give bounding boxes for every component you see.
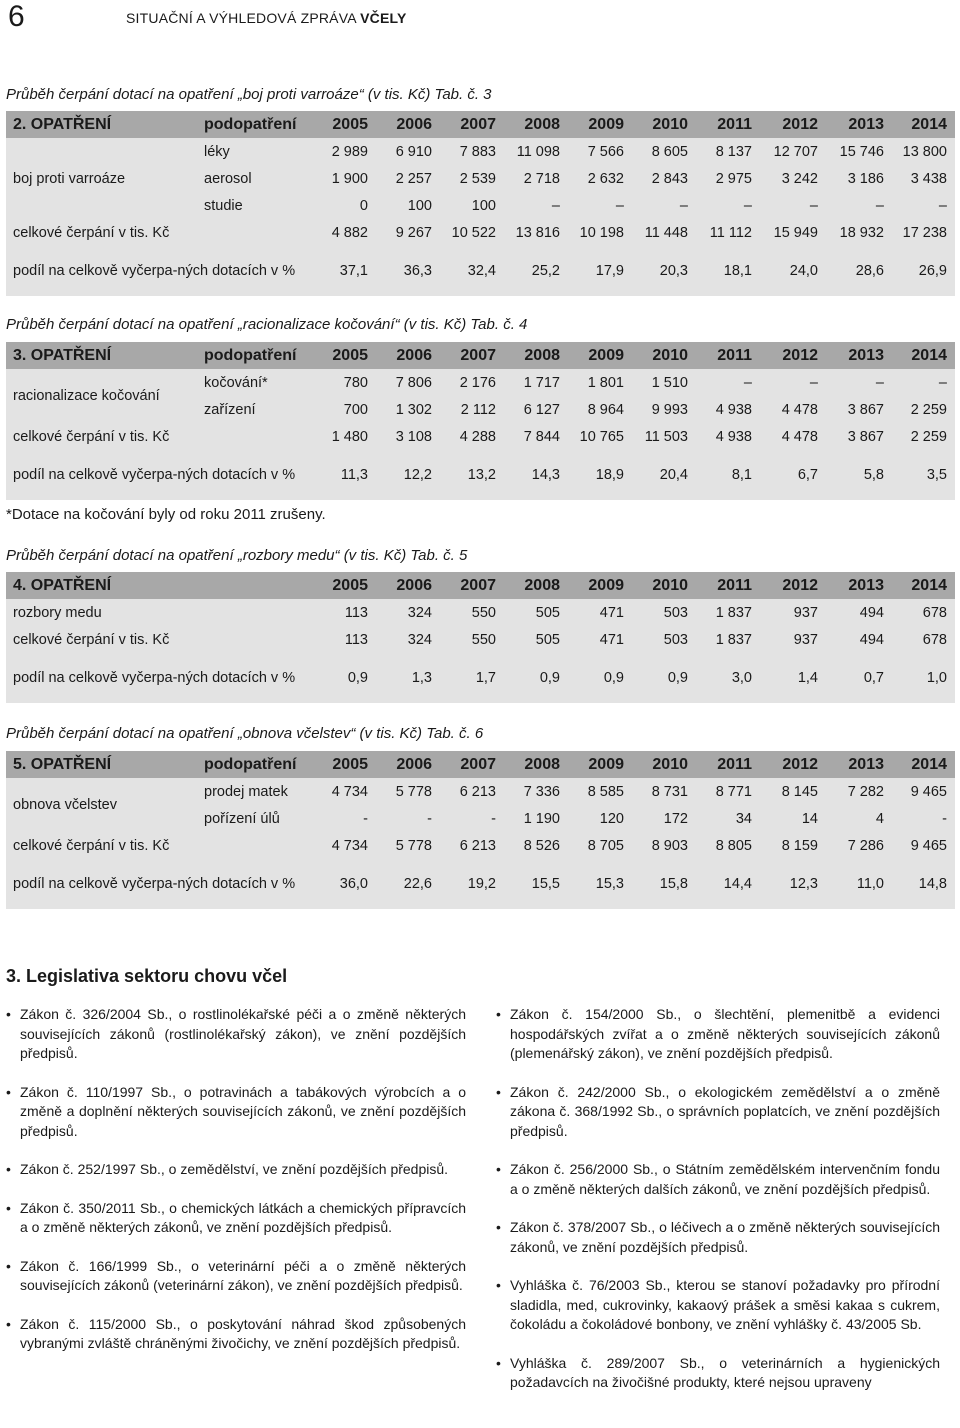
value-cell: 2 259 [892,423,955,450]
header-cell: 2005 [308,342,376,369]
value-cell: 9 465 [892,832,955,859]
value-cell: 8 526 [504,832,568,859]
value-cell: 4 734 [308,778,376,805]
header-cell: 2014 [892,572,955,599]
header-cell: 2012 [760,111,826,138]
value-cell: - [892,805,955,832]
value-cell: 22,6 [376,859,440,909]
header-cell: podopatření [198,111,308,138]
table4 [6,342,955,500]
header-cell: 2007 [440,342,504,369]
header-cell: 2005 [308,751,376,778]
value-cell: 503 [632,599,696,626]
value-cell: 8 137 [696,138,760,165]
value-cell: – [760,369,826,396]
value-cell: 678 [892,599,955,626]
value-cell: 11 503 [632,423,696,450]
share-row [6,246,955,296]
group-label-cell: boj proti varroáze [6,138,198,219]
value-cell: 937 [760,626,826,653]
value-cell: 15,3 [568,859,632,909]
subcategory-cell: léky [198,138,308,165]
subcategory-cell: pořízení úlů [198,805,308,832]
value-cell: 678 [892,626,955,653]
legislation-item: • Zákon č. 166/1999 Sb., o veterinární péči a o změně některých souvisejících zákonů (veterinární zákon), ve znění pozdějších předpisů. [6,1257,466,1296]
value-cell: 1 510 [632,369,696,396]
value-cell: 2 632 [568,165,632,192]
header-cell: 2010 [632,111,696,138]
total-row [6,626,955,653]
header-cell: 2007 [440,572,504,599]
header-cell: 2008 [504,111,568,138]
value-cell: 494 [826,626,892,653]
value-cell: 4 734 [308,832,376,859]
value-cell: – [696,369,760,396]
header-cell: 2014 [892,111,955,138]
value-cell: – [892,192,955,219]
value-cell: 14 [760,805,826,832]
value-cell: 3,0 [696,653,760,703]
value-cell: 2 176 [440,369,504,396]
value-cell: 8,1 [696,450,760,500]
header-cell: 2010 [632,572,696,599]
header-cell: 2005 [308,111,376,138]
value-cell: 32,4 [440,246,504,296]
total-label-cell: celkové čerpání v tis. Kč [6,832,308,859]
value-cell: 8 771 [696,778,760,805]
table3 [6,111,955,296]
value-cell: 1 837 [696,599,760,626]
legislation-item: • Zákon č. 154/2000 Sb., o šlechtění, plemenitbě a evidenci hospodářských zvířat a o změně některých souvisejících zákonů (plemenářský zákon), ve znění pozdějších předpisů. [496,1005,940,1064]
value-cell: 10 198 [568,219,632,246]
subcategory-cell: zařízení [198,396,308,423]
total-row [6,832,955,859]
value-cell: 2 718 [504,165,568,192]
share-label-cell: podíl na celkově vyčerpa-ných dotacích v % [6,450,308,500]
value-cell: 14,4 [696,859,760,909]
value-cell: 550 [440,599,504,626]
table-header-row [6,342,955,369]
legislation-title: 3. Legislativa sektoru chovu včel [6,966,288,986]
header-cell: 2006 [376,751,440,778]
total-row [6,423,955,450]
header-cell: 2012 [760,342,826,369]
value-cell: 3,5 [892,450,955,500]
legislation-item: • Zákon č. 350/2011 Sb., o chemických látkách a chemických přípravcích a o změně některých zákonů, ve znění pozdějších předpisů. [6,1199,466,1238]
value-cell: 1 801 [568,369,632,396]
value-cell: 14,3 [504,450,568,500]
header-cell: 3. OPATŘENÍ [6,342,198,369]
value-cell: 37,1 [308,246,376,296]
value-cell: 13,2 [440,450,504,500]
header-cell: 4. OPATŘENÍ [6,572,308,599]
table4-caption: Průběh čerpání dotací na opatření „racionalizace kočování“ (v tis. Kč) Tab. č. 4 [6,316,528,333]
value-cell: 113 [308,599,376,626]
value-cell: 5,8 [826,450,892,500]
value-cell: 505 [504,599,568,626]
value-cell: 6 910 [376,138,440,165]
value-cell: 0,9 [568,653,632,703]
header-cell: 2013 [826,342,892,369]
value-cell: 780 [308,369,376,396]
value-cell: 12,3 [760,859,826,909]
value-cell: – [504,192,568,219]
value-cell: 1 900 [308,165,376,192]
header-cell: 2009 [568,111,632,138]
header-cell: 2006 [376,572,440,599]
value-cell: 11,0 [826,859,892,909]
page-number: 6 [8,0,25,33]
value-cell: 3 108 [376,423,440,450]
total-label-cell: celkové čerpání v tis. Kč [6,423,308,450]
table6 [6,751,955,909]
value-cell: 36,3 [376,246,440,296]
value-cell: – [826,192,892,219]
header-cell: 5. OPATŘENÍ [6,751,198,778]
header-cell: 2008 [504,572,568,599]
total-label-cell: celkové čerpání v tis. Kč [6,626,308,653]
value-cell: 0,7 [826,653,892,703]
header-cell: 2009 [568,751,632,778]
value-cell: 3 242 [760,165,826,192]
header-cell: podopatření [198,751,308,778]
value-cell: – [568,192,632,219]
value-cell: 10 765 [568,423,632,450]
value-cell: 20,3 [632,246,696,296]
header-cell: 2007 [440,111,504,138]
value-cell: 505 [504,626,568,653]
value-cell: 7 566 [568,138,632,165]
header-cell: 2007 [440,751,504,778]
legislation-item: • Zákon č. 326/2004 Sb., o rostlinolékařské péči a o změně některých souvisejících zákonů (rostlinolékařský zákon), ve znění pozdějších předpisů. [6,1005,466,1064]
value-cell: 494 [826,599,892,626]
value-cell: 0,9 [632,653,696,703]
table-row [6,369,955,396]
value-cell: 8 805 [696,832,760,859]
value-cell: 6 213 [440,778,504,805]
header-cell: 2013 [826,111,892,138]
header-cell: 2014 [892,751,955,778]
subcategory-cell: studie [198,192,308,219]
value-cell: 8 605 [632,138,696,165]
value-cell: 4 478 [760,423,826,450]
value-cell: 19,2 [440,859,504,909]
value-cell: 8 159 [760,832,826,859]
value-cell: 24,0 [760,246,826,296]
value-cell: 11,3 [308,450,376,500]
value-cell: 2 989 [308,138,376,165]
value-cell: 550 [440,626,504,653]
legislation-item: • Vyhláška č. 76/2003 Sb., kterou se stanoví požadavky pro přírodní sladidla, med, cukrovinky, kakaový prášek a směsi kakaa s cukrem, čokoládu a čokoládové bonbony, ve znění vyhlášky č. 43/2005 Sb. [496,1276,940,1335]
value-cell: 6 213 [440,832,504,859]
header-cell: 2011 [696,572,760,599]
value-cell: 4 938 [696,396,760,423]
table-row [6,778,955,805]
legislation-item: • Zákon č. 115/2000 Sb., o poskytování náhrad škod způsobených vybranými zvláště chráněnými živočichy, ve znění pozdějších předpisů. [6,1315,466,1354]
value-cell: 18,9 [568,450,632,500]
value-cell: 4 288 [440,423,504,450]
value-cell: 937 [760,599,826,626]
value-cell: 9 993 [632,396,696,423]
table4-note: *Dotace na kočování byly od roku 2011 zrušeny. [6,506,326,523]
value-cell: 7 282 [826,778,892,805]
value-cell: 2 843 [632,165,696,192]
value-cell: 7 844 [504,423,568,450]
row-label-cell: rozbory medu [6,599,308,626]
value-cell: 4 882 [308,219,376,246]
value-cell: 7 806 [376,369,440,396]
value-cell: 1,0 [892,653,955,703]
share-row [6,450,955,500]
value-cell: 0 [308,192,376,219]
value-cell: 100 [376,192,440,219]
legislation-item: • Zákon č. 242/2000 Sb., o ekologickém zemědělství a o změně zákona č. 368/1992 Sb., o správních poplatcích, ve znění pozdějších předpisů. [496,1083,940,1142]
value-cell: 2 257 [376,165,440,192]
value-cell: 18 932 [826,219,892,246]
value-cell: 7 883 [440,138,504,165]
group-label-cell: racionalizace kočování [6,369,198,423]
table-header-row [6,572,955,599]
value-cell: 7 286 [826,832,892,859]
value-cell: 1 190 [504,805,568,832]
table-header-row [6,111,955,138]
value-cell: 8 705 [568,832,632,859]
value-cell: 1,3 [376,653,440,703]
value-cell: 8 964 [568,396,632,423]
value-cell: 8 585 [568,778,632,805]
value-cell: 8 145 [760,778,826,805]
value-cell: 100 [440,192,504,219]
header-cell: 2013 [826,572,892,599]
value-cell: 15 746 [826,138,892,165]
value-cell: 2 539 [440,165,504,192]
value-cell: 5 778 [376,832,440,859]
value-cell: 34 [696,805,760,832]
value-cell: 11 098 [504,138,568,165]
legislation-list-left [6,1005,466,1373]
value-cell: 120 [568,805,632,832]
value-cell: 2 112 [440,396,504,423]
value-cell: – [892,369,955,396]
value-cell: 7 336 [504,778,568,805]
header-cell: 2. OPATŘENÍ [6,111,198,138]
value-cell: 5 778 [376,778,440,805]
value-cell: 14,8 [892,859,955,909]
value-cell: 17,9 [568,246,632,296]
value-cell: 3 186 [826,165,892,192]
header-cell: 2006 [376,111,440,138]
value-cell: – [696,192,760,219]
value-cell: 25,2 [504,246,568,296]
value-cell: 3 438 [892,165,955,192]
subcategory-cell: aerosol [198,165,308,192]
value-cell: 1 302 [376,396,440,423]
table5-caption: Průběh čerpání dotací na opatření „rozbory medu“ (v tis. Kč) Tab. č. 5 [6,547,468,564]
value-cell: 4 938 [696,423,760,450]
value-cell: 15,8 [632,859,696,909]
table3-caption: Průběh čerpání dotací na opatření „boj proti varroáze“ (v tis. Kč) Tab. č. 3 [6,86,492,103]
value-cell: 2 259 [892,396,955,423]
share-label-cell: podíl na celkově vyčerpa-ných dotacích v % [6,859,308,909]
value-cell: 1 837 [696,626,760,653]
value-cell: - [440,805,504,832]
value-cell: 6,7 [760,450,826,500]
value-cell: 13 800 [892,138,955,165]
value-cell: 700 [308,396,376,423]
header-cell: 2009 [568,572,632,599]
value-cell: 1,7 [440,653,504,703]
table5 [6,572,955,703]
value-cell: 1,4 [760,653,826,703]
subcategory-cell: kočování* [198,369,308,396]
legislation-item: • Vyhláška č. 289/2007 Sb., o veterinárních a hygienických požadavcích na živočišné produkty, které nejsou upraveny [496,1354,940,1393]
value-cell: 26,9 [892,246,955,296]
value-cell: 2 975 [696,165,760,192]
group-label-cell: obnova včelstev [6,778,198,832]
value-cell: 0,9 [504,653,568,703]
table-row [6,599,955,626]
value-cell: 1 717 [504,369,568,396]
legislation-item: • Zákon č. 110/1997 Sb., o potravinách a tabákových výrobcích a o změně a doplnění některých souvisejících zákonů, ve znění pozdějších předpisů. [6,1083,466,1142]
value-cell: 10 522 [440,219,504,246]
value-cell: - [308,805,376,832]
legislation-item: • Zákon č. 252/1997 Sb., o zemědělství, ve znění pozdějších předpisů. [6,1160,466,1180]
value-cell: 13 816 [504,219,568,246]
value-cell: 172 [632,805,696,832]
value-cell: 3 867 [826,423,892,450]
value-cell: 36,0 [308,859,376,909]
header-cell: 2005 [308,572,376,599]
value-cell: 8 731 [632,778,696,805]
value-cell: 12 707 [760,138,826,165]
legislation-list-right [496,1005,940,1412]
header-cell: 2008 [504,342,568,369]
header-cell: 2010 [632,342,696,369]
legislation-item: • Zákon č. 378/2007 Sb., o léčivech a o změně některých souvisejících zákonů, ve znění pozdějších předpisů. [496,1218,940,1257]
value-cell: 17 238 [892,219,955,246]
value-cell: 9 465 [892,778,955,805]
share-label-cell: podíl na celkově vyčerpa-ných dotacích v % [6,246,308,296]
header-cell: 2008 [504,751,568,778]
table-row [6,138,955,165]
running-title-bold: VČELY [360,10,407,26]
value-cell: 20,4 [632,450,696,500]
running-title-text: SITUAČNÍ A VÝHLEDOVÁ ZPRÁVA [126,10,356,26]
value-cell: 471 [568,599,632,626]
header-cell: 2014 [892,342,955,369]
value-cell: 4 478 [760,396,826,423]
share-row [6,653,955,703]
value-cell: 18,1 [696,246,760,296]
header-cell: 2006 [376,342,440,369]
value-cell: 15 949 [760,219,826,246]
table-header-row [6,751,955,778]
value-cell: - [376,805,440,832]
header-cell: 2010 [632,751,696,778]
header-cell: 2009 [568,342,632,369]
value-cell: 4 [826,805,892,832]
header-cell: 2011 [696,751,760,778]
value-cell: 9 267 [376,219,440,246]
value-cell: 324 [376,626,440,653]
value-cell: – [632,192,696,219]
value-cell: 113 [308,626,376,653]
header-cell: 2013 [826,751,892,778]
header-cell: 2012 [760,751,826,778]
share-label-cell: podíl na celkově vyčerpa-ných dotacích v % [6,653,308,703]
value-cell: 3 867 [826,396,892,423]
value-cell: 0,9 [308,653,376,703]
value-cell: 28,6 [826,246,892,296]
value-cell: 11 112 [696,219,760,246]
value-cell: 12,2 [376,450,440,500]
value-cell: 324 [376,599,440,626]
value-cell: 15,5 [504,859,568,909]
header-cell: 2012 [760,572,826,599]
value-cell: – [826,369,892,396]
total-label-cell: celkové čerpání v tis. Kč [6,219,308,246]
running-title [126,10,406,26]
value-cell: 503 [632,626,696,653]
legislation-item: • Zákon č. 256/2000 Sb., o Státním zemědělském intervenčním fondu a o změně některých dalších zákonů, ve znění pozdějších předpisů. [496,1160,940,1199]
subcategory-cell: prodej matek [198,778,308,805]
header-cell: 2011 [696,111,760,138]
value-cell: 8 903 [632,832,696,859]
header-cell: podopatření [198,342,308,369]
value-cell: – [760,192,826,219]
value-cell: 1 480 [308,423,376,450]
value-cell: 11 448 [632,219,696,246]
total-row [6,219,955,246]
value-cell: 471 [568,626,632,653]
value-cell: 6 127 [504,396,568,423]
table6-caption: Průběh čerpání dotací na opatření „obnova včelstev“ (v tis. Kč) Tab. č. 6 [6,725,484,742]
header-cell: 2011 [696,342,760,369]
share-row [6,859,955,909]
